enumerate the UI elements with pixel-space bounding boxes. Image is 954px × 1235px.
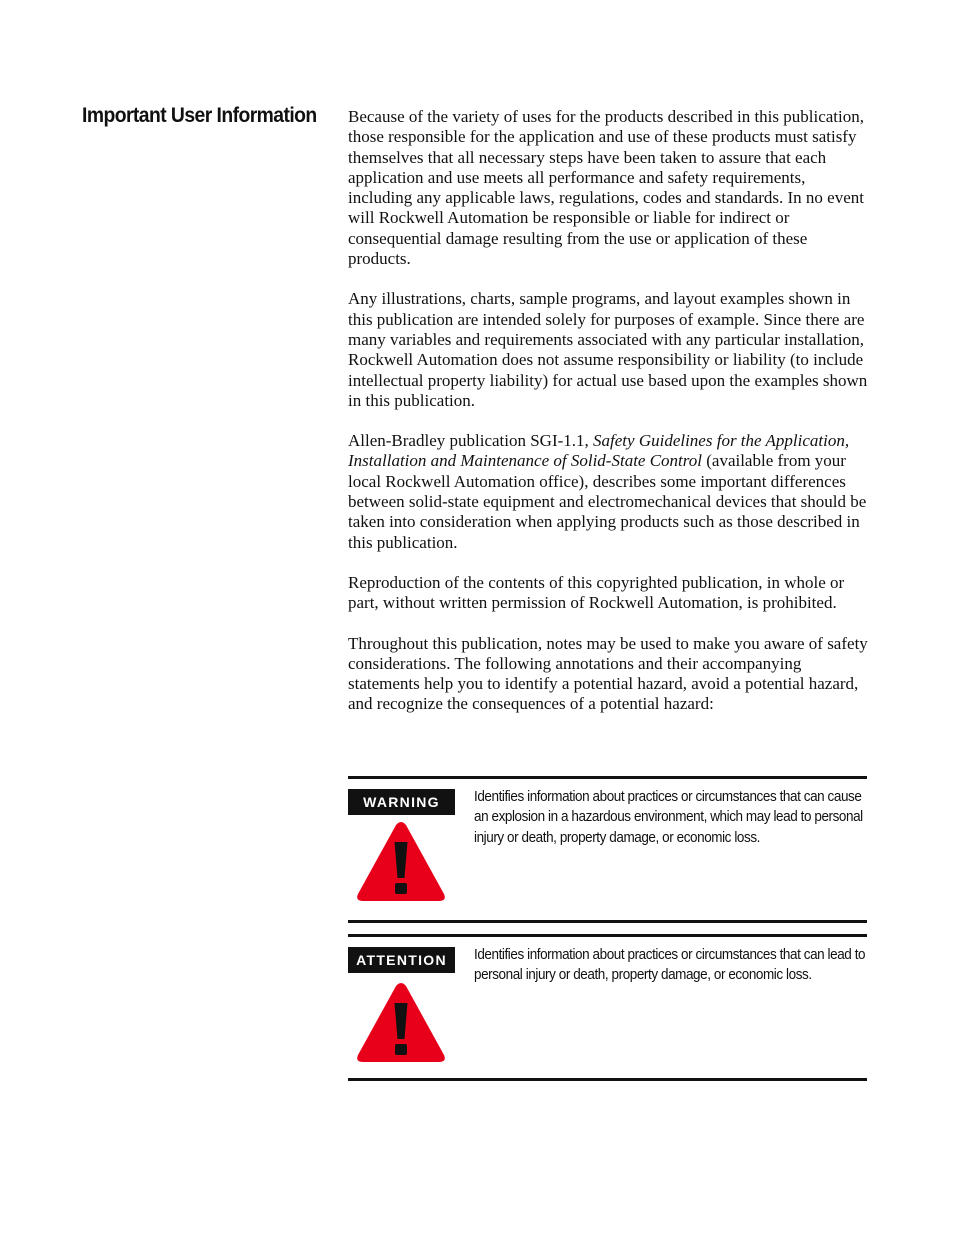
attention-text: Identifies information about practices or circumstances that can lead to personal injury or death, property damage, or economic loss. [474,947,866,984]
attention-badge: ATTENTION [348,947,455,973]
safety-guidelines-rest: (available from your local Rockwell Automation office), describes some important differences between solid-state equipment and electromechanical devices that should be taken into consideration when applying products such as those described in this publication. [348,451,867,552]
paragraph-reproduction: Reproduction of the contents of this copyrighted publication, in whole or part, without written permission of Rockwell Automation, is prohibited. [348,572,845,613]
attention-notice [348,934,867,1081]
paragraph-annotations: Throughout this publication, notes may be used to make you aware of safety considerations. The following annotations and their accompanying statements help you to identify a potential hazard, avoid a potential hazard, and recognize the consequences of a potential hazard: [348,633,868,714]
page-title: Important User Information [82,104,317,127]
alert-triangle-icon [355,981,447,1065]
alert-triangle-icon [355,820,447,904]
safety-guidelines-lead: Allen-Bradley publication SGI-1.1, [348,431,594,451]
safety-guidelines-title: Safety Guidelines for the Application, Installation and Maintenance of Solid-State Control [348,431,850,471]
warning-text: Identifies information about practices or circumstances that can cause an explosion in a hazardous environment, which may lead to personal injury or death, property damage, or economic loss. [474,789,863,846]
body-text [348,107,868,735]
paragraph-liability: Because of the variety of uses for the products described in this publication, those responsible for the application and use of these products must satisfy themselves that all necessary steps have been taken to assure that each application and use meets all performance and safety requirements, including any applicable laws, regulations, codes and standards. In no event will Rockwell Automation be responsible or liable for indirect or consequential damage resulting from the use or application of these products. [348,107,864,269]
warning-badge: WARNING [348,789,455,815]
paragraph-examples: Any illustrations, charts, sample programs, and layout examples shown in this publication are intended solely for purposes of example. Since there are many variables and requirements associated with any particular installation, Rockwell Automation does not assume responsibility or liability (to include intellectual property liability) for actual use based upon the examples shown in this publication. [348,289,868,410]
warning-notice [348,776,867,923]
paragraph-safety-guidelines [348,431,868,553]
